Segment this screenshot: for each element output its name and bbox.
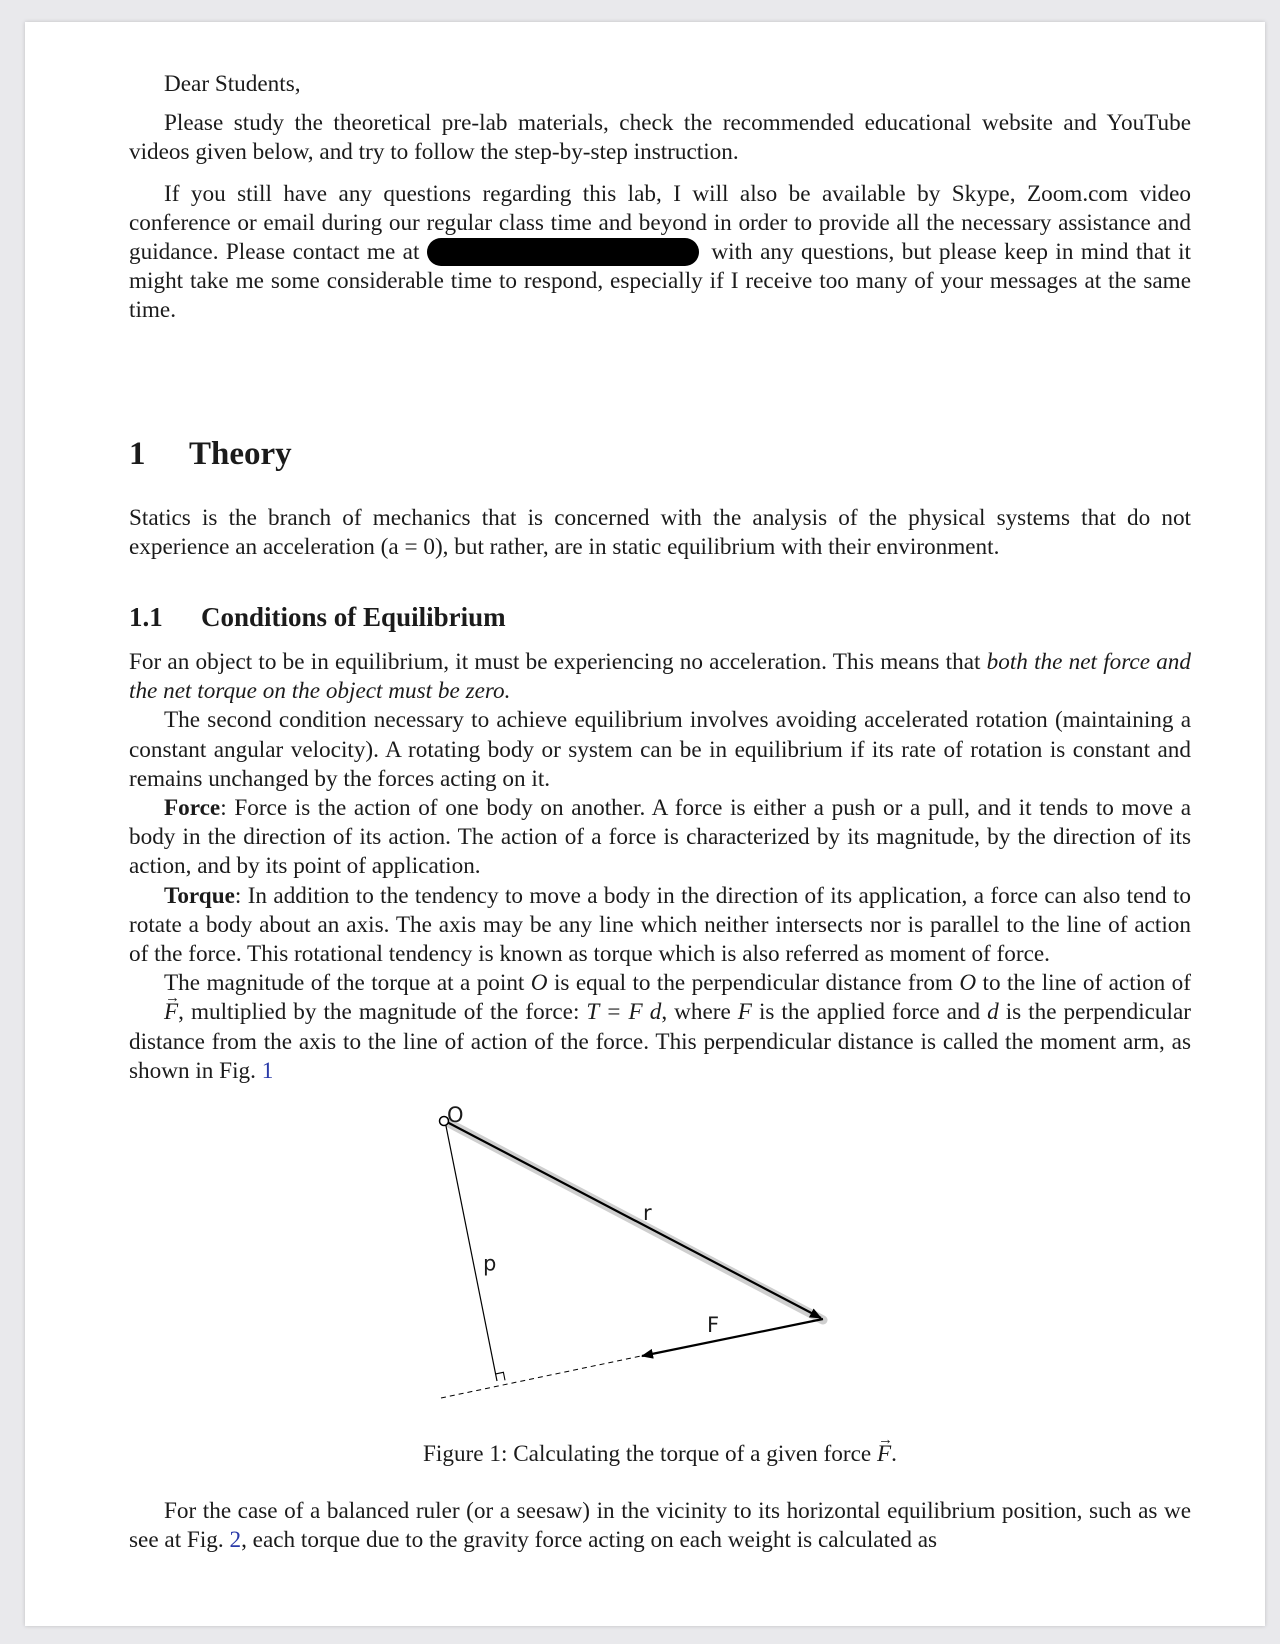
document-page: [25, 22, 1265, 1626]
page-content: [129, 70, 1191, 1556]
figure-caption: [129, 1440, 1191, 1469]
r-vector: [445, 1121, 821, 1318]
torque-paragraph: [129, 882, 1191, 970]
magnitude-text: to the line of action of: [976, 970, 1191, 997]
section-heading: [129, 434, 1191, 474]
seesaw-text: For the case of a balanced ruler (or a seesaw) in the vicinity to its horizontal equilibrium position, such as we see at Fig.: [129, 1498, 1191, 1554]
figure-1-link[interactable]: 1: [261, 1057, 274, 1084]
figure-2-link[interactable]: 2: [229, 1527, 242, 1554]
salutation: Dear Students,: [164, 71, 301, 97]
equilibrium-emphasis: both the net force and the net torque on the object must be zero.: [129, 649, 1191, 705]
magnitude-text: is the perpendicular distance from the axis to the line of action of the force. This perpendicular distance is called the moment arm, as shown in Fig.: [129, 999, 1191, 1084]
symbol-f: F: [737, 999, 752, 1026]
magnitude-text: , multiplied by the magnitude of the force:: [178, 999, 587, 1026]
magnitude-text: is the applied force and: [751, 999, 988, 1026]
moment-arm-line: [445, 1121, 497, 1381]
force-term: Force: [164, 795, 221, 822]
symbol-o: O: [959, 970, 977, 997]
redacted-email: [427, 238, 699, 266]
contact-text-before: If you still have any questions regarding this lab, I will also be available by Skype, Zoom.com video conference or email during our regular class time and beyond in order to provide all the necessary assistance and guidance. Please contact me at: [129, 180, 1191, 266]
equilibrium-paragraph: [129, 648, 1191, 706]
subsection-number: 1.1: [129, 602, 163, 633]
subsection-title: Conditions of Equilibrium: [201, 602, 506, 633]
caption-force-vector: → F: [877, 1440, 891, 1469]
second-condition-paragraph: The second condition necessary to achieve equilibrium involves avoiding accelerated rotation (maintaining a constant angular velocity). A rotating body or system can be in equilibrium if its rate of rotation is constant and remains unchanged by the forces acting on it.: [129, 707, 1191, 792]
seesaw-paragraph: [129, 1497, 1191, 1555]
symbol-d: d: [987, 999, 999, 1026]
torque-definition: : In addition to the tendency to move a body in the direction of its application, a force can also tend to rotate a body about an axis. The axis may be any line which neither intersects nor is parallel to the line of action of the force. This rotational tendency is known as torque which is also referred as moment of force.: [129, 882, 1191, 968]
torque-term: Torque: [164, 882, 235, 909]
equilibrium-text: For an object to be in equilibrium, it must be experiencing no acceleration. This means that: [129, 649, 987, 676]
torque-figure: [129, 1104, 1191, 1404]
force-vector: [642, 1319, 823, 1356]
seesaw-text: , each torque due to the gravity force acting on each weight is calculated as: [241, 1527, 938, 1554]
magnitude-paragraph: [129, 969, 1191, 1086]
caption-end: .: [891, 1441, 897, 1468]
contact-text-after: with any questions, but please keep in mind that it might take me some considerable time to respond, especially if I receive too many of your messages at the same time.: [129, 239, 1191, 324]
magnitude-text: is equal to the perpendicular distance from: [547, 970, 960, 997]
label-o: O: [447, 1103, 464, 1128]
line-of-action: [441, 1356, 641, 1398]
force-definition: : Force is the action of one body on another. A force is either a push or a pull, and it tends to move a body in the direction of its action. The action of a force is characterized by its magnitude, by the direction of its action, and by its point of application.: [129, 795, 1191, 880]
torque-diagram: [129, 1104, 1191, 1404]
symbol-o: O: [530, 970, 548, 997]
caption-text: Figure 1: Calculating the torque of a given force: [423, 1441, 877, 1468]
force-vector-symbol: → F: [129, 998, 178, 1027]
subsection-heading: [129, 600, 1191, 634]
label-r: r: [643, 1201, 652, 1226]
magnitude-text: The magnitude of the torque at a point: [164, 970, 531, 997]
label-d: d: [483, 1254, 497, 1279]
magnitude-text: , where: [661, 999, 738, 1026]
section-number: 1: [129, 435, 146, 472]
label-f: F: [707, 1313, 720, 1338]
section-intro: Statics is the branch of mechanics that is concerned with the analysis of the physical systems that do not experience an acceleration (a = 0), but rather, are in static equilibrium with their environment.: [129, 504, 1191, 560]
force-paragraph: [129, 794, 1191, 882]
intro-paragraph-1: Please study the theoretical pre-lab materials, check the recommended educational website and YouTube videos given below, and try to follow the step-by-step instruction.: [129, 110, 1191, 166]
section-title: Theory: [189, 435, 292, 472]
intro-paragraph-2: [129, 180, 1191, 326]
torque-equation: T = F d: [586, 999, 662, 1026]
